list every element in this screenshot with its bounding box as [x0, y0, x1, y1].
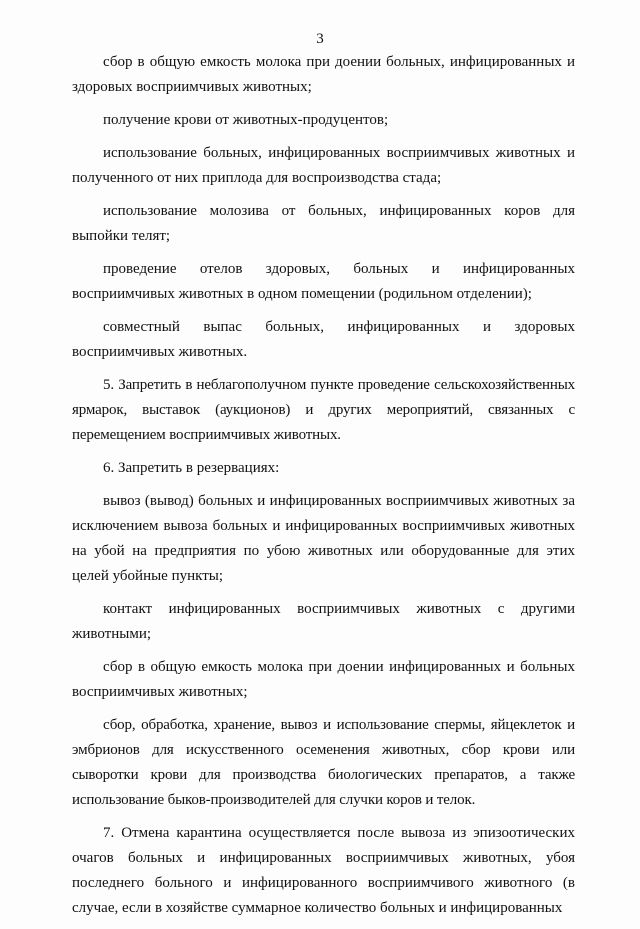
- paragraph-semen-embryos: сбор, обработка, хранение, вывоз и использование спермы, яйцеклеток и эмбрионов для искусственного осеменения животных, сбор крови или сыворотки крови для производства биологических препаратов, а также использование быков-производителей для случки коров и телок.: [72, 717, 575, 808]
- page-number: 3: [316, 31, 324, 47]
- paragraph-contact-ban: контакт инфицированных восприимчивых животных с другими животными;: [72, 601, 575, 642]
- paragraph-herd-reproduction: использование больных, инфицированных восприимчивых животных и полученного от них приплода для воспроизводства стада;: [72, 145, 575, 186]
- paragraph-grazing: совместный выпас больных, инфицированных и здоровых восприимчивых животных.: [72, 319, 575, 360]
- document-body: [72, 50, 575, 929]
- paragraph-item-6-heading: 6. Запретить в резервациях:: [103, 460, 280, 476]
- paragraph-blood-collection: получение крови от животных-продуцентов;: [103, 112, 389, 128]
- paragraph-export-ban: вывоз (вывод) больных и инфицированных восприимчивых животных за исключением вывоза больных и инфицированных восприимчивых животных на убой на предприятия по убою животных или оборудованные для этих целей убойные пункты;: [72, 493, 575, 584]
- paragraph-item-5-fairs: 5. Запретить в неблагополучном пункте проведение сельскохозяйственных ярмарок, выставок (аукционов) и других мероприятий, связанных с перемещением восприимчивых животных.: [72, 377, 575, 443]
- paragraph-milk-collection-reserve: сбор в общую емкость молока при доении инфицированных и больных восприимчивых животных;: [72, 659, 575, 700]
- paragraph-colostrum-use: использование молозива от больных, инфицированных коров для выпойки телят;: [72, 203, 575, 244]
- paragraph-calving: проведение отелов здоровых, больных и инфицированных восприимчивых животных в одном помещении (родильном отделении);: [72, 261, 575, 302]
- paragraph-milk-collection: сбор в общую емкость молока при доении больных, инфицированных и здоровых восприимчивых животных;: [72, 54, 575, 95]
- paragraph-item-7-quarantine: 7. Отмена карантина осуществляется после вывоза из эпизоотических очагов больных и инфицированных восприимчивых животных, убоя последнего больного и инфицированного восприимчивого животного (в случае, если в хозяйстве суммарное количество больных и инфицированных: [72, 825, 575, 916]
